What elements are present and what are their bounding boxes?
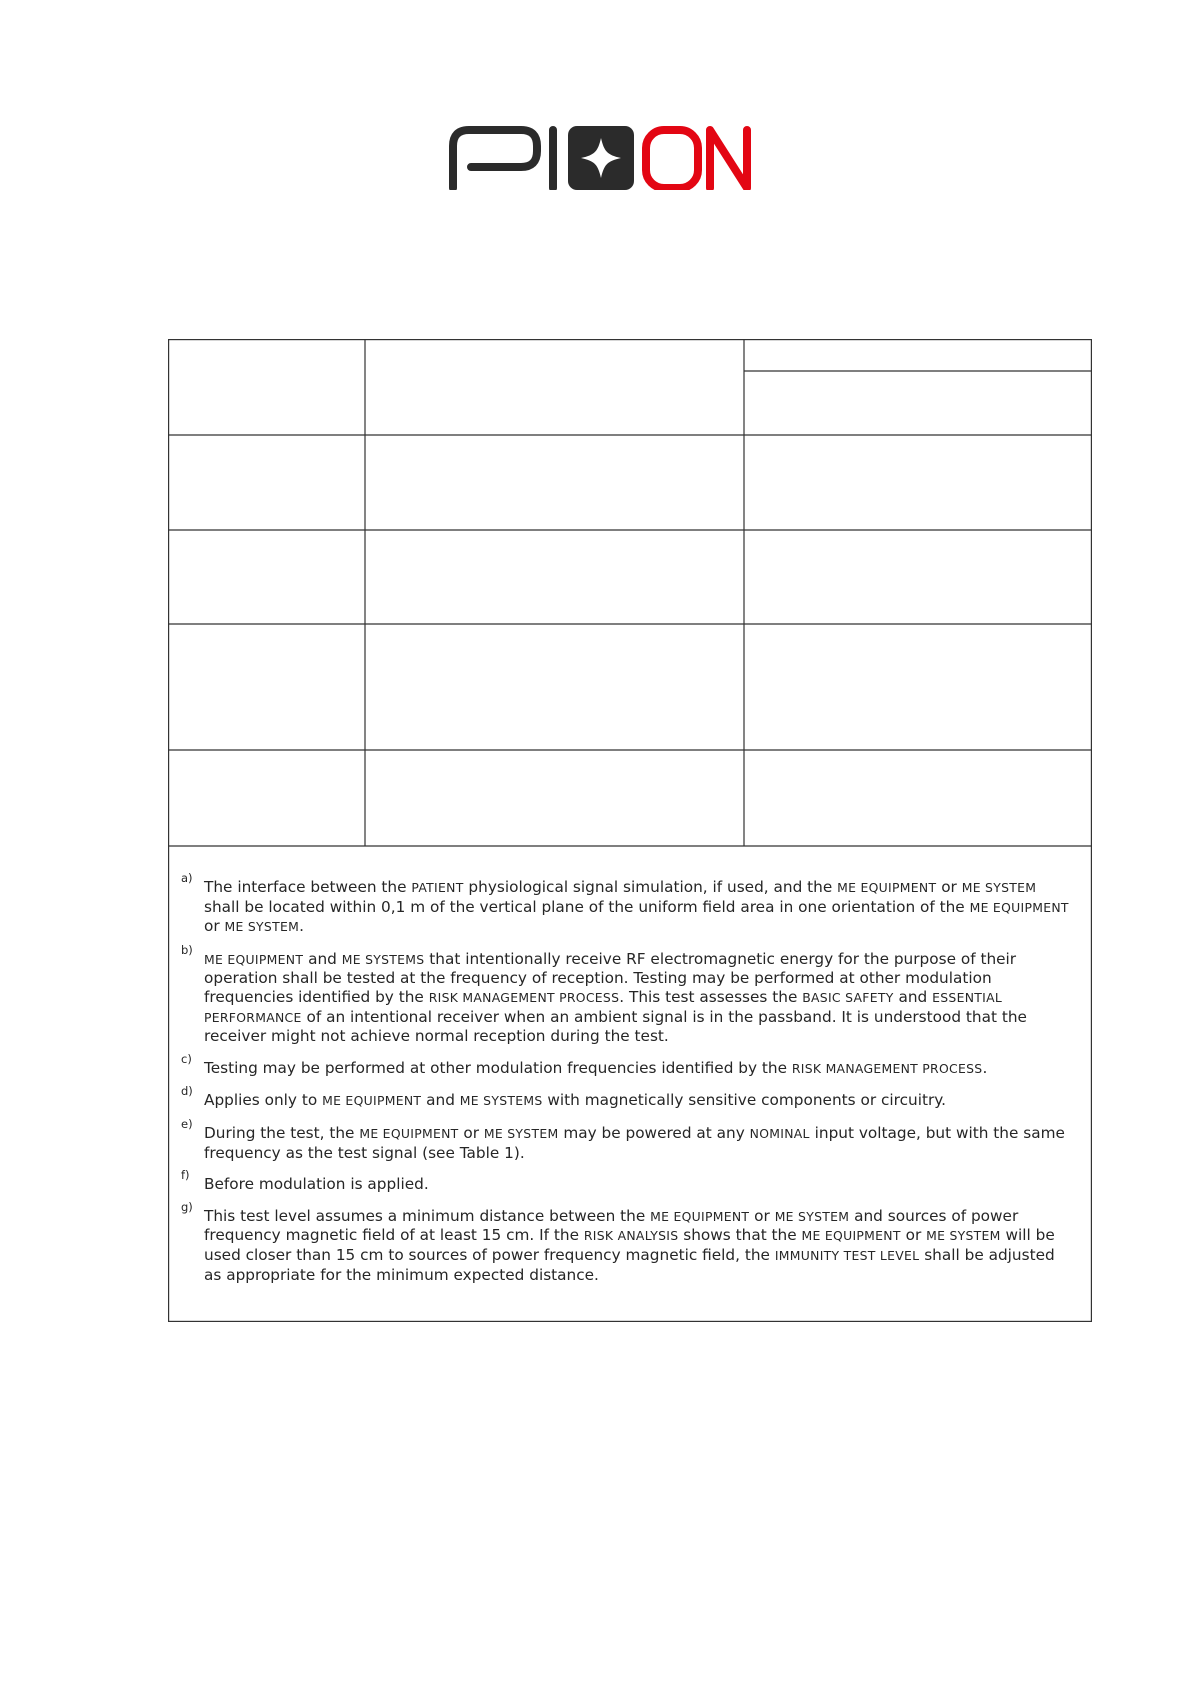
footnote-text — [204, 1207, 1055, 1284]
defined-term: PATIENT — [411, 880, 464, 895]
text-run: Applies only to — [204, 1091, 323, 1110]
defined-term: ME SYSTEM — [961, 880, 1037, 895]
text-run: physiological signal simulation, if used, and the — [463, 878, 838, 896]
defined-term: RISK MANAGEMENT PROCESS — [428, 989, 620, 1005]
text-run: or — [204, 917, 225, 936]
footnote-marker: e) — [181, 1116, 193, 1131]
logo-letter-p — [453, 130, 537, 188]
text-run: may be powered at any — [558, 1123, 750, 1142]
table-footnotes — [181, 871, 1071, 1297]
logo-letter-n — [710, 130, 747, 188]
footnote-text — [204, 1059, 987, 1077]
text-run: and — [421, 1091, 460, 1110]
text-run: and sources of power frequency magnetic field of at least 15 cm. If the — [204, 1206, 1019, 1245]
footnote-text — [204, 1091, 946, 1109]
pioon-logo — [449, 126, 753, 190]
footnote-marker: d) — [181, 1084, 193, 1099]
text-run: Testing may be performed at other modulation frequencies identified by the — [204, 1058, 792, 1077]
defined-term: ME SYSTEMS — [341, 951, 425, 967]
defined-term: ME SYSTEM — [926, 1228, 1001, 1244]
text-run: of an intentional receiver when an ambient signal is in the passband. It is understood that the receiver might not achieve normal reception during the test. — [204, 1007, 1027, 1046]
defined-term: ME SYSTEM — [483, 1125, 559, 1141]
text-run: The interface between the — [204, 878, 412, 896]
defined-term: ME EQUIPMENT — [359, 1125, 459, 1141]
defined-term: ME EQUIPMENT — [801, 1228, 901, 1244]
text-run: and — [893, 987, 933, 1006]
footnote-marker: b) — [181, 942, 193, 957]
defined-term: ME SYSTEM — [224, 919, 300, 935]
footnote — [181, 942, 1071, 1046]
text-run: input voltage, but with the same frequency as the test signal (see Table 1). — [204, 1123, 1065, 1162]
text-run: or — [749, 1206, 775, 1225]
footnote-marker: c) — [181, 1051, 192, 1066]
footnote — [181, 871, 1071, 937]
footnote-text — [204, 878, 1069, 935]
defined-term: ME EQUIPMENT — [204, 951, 304, 967]
footnote — [181, 1051, 1071, 1079]
footnote-text — [204, 1175, 429, 1193]
text-run: . This test assesses the — [619, 987, 803, 1006]
footnote-marker: f) — [181, 1168, 190, 1183]
footnote-text — [204, 1124, 1065, 1162]
defined-term: RISK ANALYSIS — [583, 1228, 679, 1244]
defined-term: ME EQUIPMENT — [322, 1093, 422, 1109]
text-run: and — [303, 949, 342, 968]
text-run: shall be located within 0,1 m of the vertical plane of the uniform field area in one orientation of the — [204, 897, 970, 916]
defined-term: ME EQUIPMENT — [969, 899, 1069, 915]
defined-term: BASIC SAFETY — [802, 989, 894, 1005]
defined-term: ME SYSTEMS — [459, 1093, 543, 1109]
footnote — [181, 1199, 1071, 1284]
text-run: that intentionally receive RF electromagnetic energy for the purpose of their operation shall be tested at the frequency of reception. Testing may be performed at other modulation frequencies identified by the — [204, 949, 1017, 1006]
text-run: Before modulation is applied. — [204, 1175, 429, 1194]
footnote-marker: a) — [181, 871, 193, 885]
footnote — [181, 1168, 1071, 1194]
defined-term: ME SYSTEM — [774, 1208, 850, 1224]
defined-term: ME EQUIPMENT — [650, 1208, 750, 1224]
defined-term: NOMINAL — [749, 1125, 810, 1141]
text-run: with magnetically sensitive components or circuitry. — [542, 1091, 946, 1110]
text-run: During the test, the — [204, 1123, 360, 1142]
footnote-marker: g) — [181, 1199, 193, 1214]
footnote — [181, 1116, 1071, 1162]
defined-term: ME EQUIPMENT — [837, 880, 937, 895]
logo-letter-o — [646, 130, 698, 188]
text-run: or — [900, 1226, 927, 1245]
text-run: shall be adjusted as appropriate for the minimum expected distance. — [204, 1245, 1055, 1284]
text-run: or — [936, 878, 962, 896]
defined-term: ESSENTIAL PERFORMANCE — [204, 989, 1003, 1025]
defined-term: IMMUNITY TEST LEVEL — [774, 1247, 920, 1263]
text-run: . — [299, 917, 304, 936]
footnote — [181, 1084, 1071, 1111]
text-run: . — [982, 1058, 988, 1077]
text-run: shows that the — [678, 1226, 802, 1245]
text-run: or — [458, 1123, 484, 1142]
text-run: will be used closer than 15 cm to sources of power frequency magnetic field, the — [204, 1226, 1055, 1264]
text-run: This test level assumes a minimum distance between the — [204, 1206, 651, 1225]
logo-graphic — [449, 126, 753, 190]
defined-term: RISK MANAGEMENT PROCESS — [791, 1060, 983, 1076]
footnote-text — [204, 950, 1027, 1045]
